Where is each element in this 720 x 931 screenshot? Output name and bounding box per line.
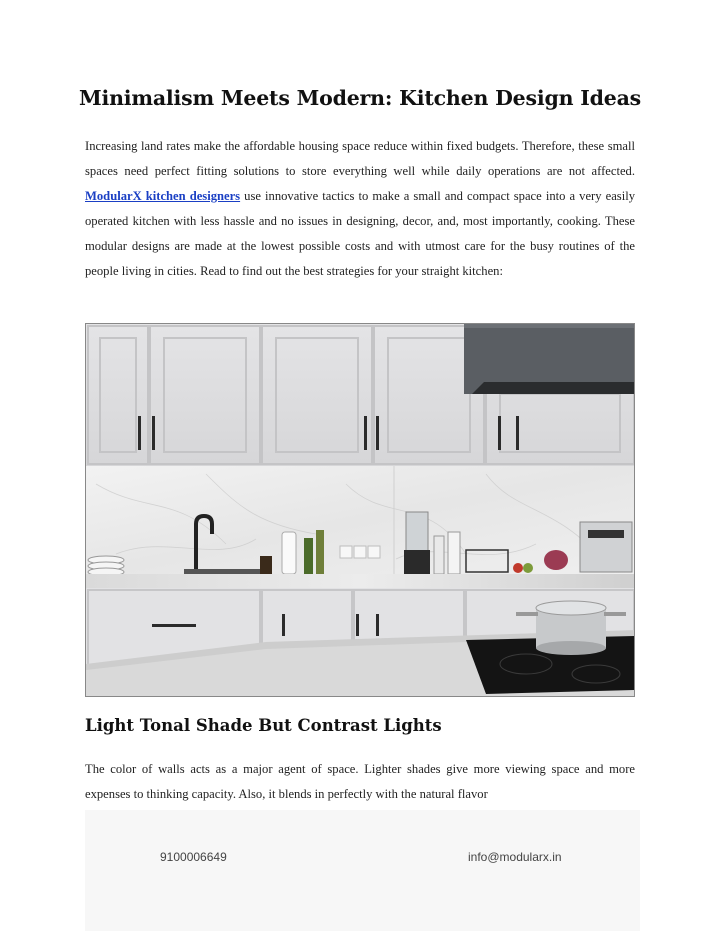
intro-text-after: use innovative tactics to make a small and compact space into a very easily operated kitchen with less hassle and no issues in designing, decor, and, most importantly, cooking. These modular designs are made at the lowest possible costs and with utmost care for the busy routines of the people living in cities. Read to find out the best strategies for your straight kitchen: — [85, 189, 635, 278]
footer-phone: 9100006649 — [160, 850, 227, 864]
kitchen-illustration — [86, 324, 635, 697]
section-heading: Light Tonal Shade But Contrast Lights — [85, 716, 442, 735]
modularx-link[interactable]: ModularX kitchen designers — [85, 189, 241, 203]
page-title: Minimalism Meets Modern: Kitchen Design Ideas — [78, 86, 642, 110]
footer-email[interactable]: info@modularx.in — [468, 850, 562, 864]
kitchen-photo — [85, 323, 635, 697]
section-paragraph: The color of walls acts as a major agent of space. Lighter shades give more viewing space and more expenses to thinking capacity. Also, it blends in perfectly with the natural flavor — [85, 762, 635, 801]
footer-bar — [85, 810, 640, 931]
intro-paragraph — [85, 134, 635, 284]
intro-text-before: Increasing land rates make the affordable housing space reduce within fixed budgets. Therefore, these small spaces need perfect fitting solutions to store everything well while daily operations are not affected. — [85, 139, 635, 178]
